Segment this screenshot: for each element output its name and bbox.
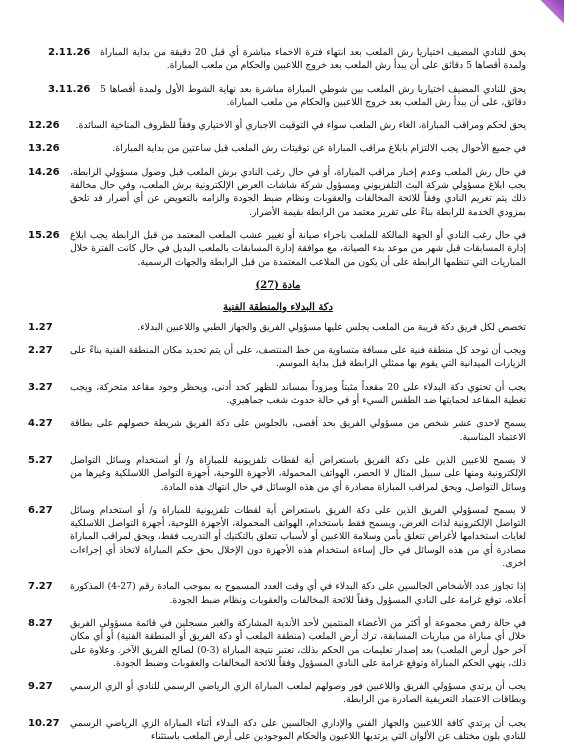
clause-item [30,580,526,607]
clause-item [30,617,526,670]
clause-item [30,417,526,444]
clause-text: في حالة رفض مجموعة أو أكثر من الأعضاء المنتمين لأحد الأندية المشاركة والغير مسجلين في قائمة مسؤولي الفريق خلال أي مباراة من مباريات المسابقة، ترك أرض الملعب (منطقة الملعب أو دكة الفريق أو المنطقة الفنية) أو أي مكان آخر حول أرض الملعب) بعد إصدار تعليمات من الحكم بذلك، تعتبر نتيجة المباراة (3-0) لصالح الفريق الآخر. وعلاوة على ذلك، ينهي الحكم المباراة وتوقع غرامة على النادي المسؤول وفقاً للائحة المخالفات والعقوبات وضبط الجودة. [70,617,527,669]
clause-item [30,46,526,73]
clause-text: في حال رغب النادي أو الجهة المالكة للملعب باجراء صيانة أو تغيير عشب الملعب المعتمد من قبل الرابطة يجب ابلاغ إدارة المسابقات قبل شهر من موعد بدء الصيانة، مع موافقة إدارة المسابقات بالملعب البديل في حال كانت الفترة خلال المباريات التي تنظمها الرابطة على أن يكون من الملاعب المعتمدة من قبل الرابطة والجهات الرسمية. [70,229,526,268]
clause-text: لا يسمح لمسؤولي الفريق الذين على دكة الفريق باستعراض أية لقطات تلفزيونية للمباراة و/ أو استخدام وسائل التواصل الإلكترونية لذات الغرض، ويسمح فقط باستخدام، الهواتف المحمولة، الأجهزة اللوحية، أجهزة التواصل اللاسلكية لغايات استخدامها لأغراض تتعلق بأمن وسلامة اللاعبين أو لأسباب تتعلق بالتكتيك أو التدريب فقط، ويحق لمراقب المباراة مصادرة أي من هذه الوسائل في حال إساءة استخدام هذه الأجهزة دون الإخلال بحق حكم المباراة لاتخاذ أي إجراءات اخرى. [70,504,526,570]
clause-item [30,119,526,132]
clause-number: 5.27 [28,454,53,466]
clause-text: في حال رش الملعب وعدم إخبار مراقب المباراة، أو في حال رغب النادي برش الملعب قبل وصول مسؤولي الرابطة، يجب ابلاغ مسؤولي شركة البث التلفزيوني ومسؤول شركة شاشات العرض الإلكترونية برش الملعب، وفي حال مخالفة ذلك يتم تغريم النادي وفقاً للائحة المخالفات والعقوبات ونظام ضبط الجودة والزامه بالتعويض عن أي أضرار قد تلحق بمزودي الخدمة للرابطة بناءً على تقرير معتمد من الرابطة بقيمة الأضرار. [70,166,526,218]
clause-number: 9.27 [28,681,53,693]
clause-number: 6.27 [28,504,53,516]
article-title: مادة (27) [255,279,301,291]
clause-number: 13.26 [28,143,60,155]
clause-text: يجب أن يرتدي مسؤولي الفريق واللاعبين فور وصولهم لملعب المباراة الزي الرياضي الرسمي للنادي أو الزي الرسمي وبطاقات الاعتماد التعريفية الصادرة من الرابطة. [70,681,526,706]
clause-number: 14.26 [28,166,60,178]
clause-text: تخصص لكل فريق دكة قريبة من الملعب يجلس عليها مسؤولي الفريق والجهاز الطبي واللاعبين البدلاء. [137,321,526,333]
clause-item [30,166,526,219]
clause-text: ويجب أن توجد كل منطقة فنية على مسافة متساوية من خط المنتصف، على أن يتم تحديد مكان المنطقة الفنية بناءً على الزيارات الميدانية التي يقوم بها ممثلي الرابطة قبل بداية الموسم. [70,345,526,370]
clause-text: يسمح لاحدى عشر شخص من مسؤولي الفريق بحد أقصى، بالجلوس على دكة الفريق شريطة حصولهم على بطاقة الاعتماد المناسبة. [70,418,526,443]
clause-number: 12.26 [28,120,60,132]
clause-item [30,504,526,570]
clause-number: 3.27 [28,381,53,393]
clause-item [30,717,526,743]
clause-number: 2.11.26 [48,47,91,58]
clause-text: يحق لحكم ومراقب المباراة، الغاء رش الملعب سواء في التوقيت الاجباري أو الاختياري وفقاً للظروف المناخية السائدة. [75,120,526,132]
clause-number: 15.26 [28,229,60,241]
clause-item [30,83,526,110]
clause-number: 3.11.26 [48,83,91,95]
clause-text: يجب أن تحتوي دكة البدلاء على 20 مقعداً مثبتاً ومزوداً بمساند للظهر كحد أدنى، ويحظر وجود مقاعد متحركة، ويجب تغطية المقاعد لحمايتها ضد الطقس السيء أو في حالة حدوث شغب جماهيري. [70,381,526,407]
clause-text: يجب أن يرتدي كافة اللاعبين والجهاز الفني والإداري الجالسين على دكة البدلاء أثناء المباراة الزي الرياضي الرسمي للنادي بلون مختلف عن الألوان التي يرتديها اللاعبون والحكام الموجودين على أرض الملعب باستثناء [70,717,526,742]
document-content [28,46,527,742]
clause-text: في جميع الأحوال يجب الالتزام بابلاغ مراقب المباراة عن توقيتات رش الملعب قبل ساعتين من بداية المباراة. [112,143,526,155]
clause-number: 7.27 [28,581,53,593]
clause-item [30,142,526,155]
clause-item [30,454,526,494]
clause-text: لا يسمح للاعبين الذين على دكة الفريق باستعراض أية لقطات تلفزيونية للمباراة و/ أو استخدام وسائل التواصل الإلكترونية ومنها على سبيل المثال لا الحصر، الهواتف المحمولة، الأجهزة اللوحية، أجهزة التواصل اللاسلكية وغيرها من وسائل التواصل، ويحق لمراقب المباراة مصادرة أي من هذه الوسائل في حال انتهاك هذه المادة. [70,454,526,493]
corner-decoration [538,0,564,26]
clause-item [30,321,526,334]
clause-item [30,229,526,269]
clause-item [30,344,526,371]
clause-text: إذا تجاوز عدد الأشخاص الجالسين على دكة البدلاء في أي وقت العدد المسموح به بموجب المادة رقم (27-4) المذكورة أعلاه، توقع غرامة على النادي المسؤول وفقاً للائحة المخالفات والعقوبات ونظام ضبط الجودة. [70,581,526,606]
clause-number: 4.27 [28,418,53,430]
clause-number: 10.27 [28,717,60,729]
clause-item [30,680,526,707]
clause-item [30,381,526,408]
clause-number: 8.27 [28,617,53,629]
clause-text: يحق للنادي المضيف اختياريا رش الملعب بين شوطي المباراة مباشرة بعد نهاية الشوط الأول ولمدة أقصاها 5 دقائق، على أن يبدأ رش الملعب بعد خروج اللاعبين والحكام من ملعب المباراة. [100,83,526,108]
clause-number: 2.27 [28,345,53,357]
clause-number: 1.27 [28,321,53,333]
clause-text: يحق للنادي المضيف اختياريا رش الملعب بعد انتهاء فترة الاحماء مباشرة أي قبل 20 دقيقة من بداية المباراة ولمدة أقصاها 5 دقائق على أن يبدأ رش الملعب بعد خروج اللاعبين والحكام من ملعب المباراة. [100,47,526,72]
article-subtitle: دكة البدلاء والمنطقة الفنية [223,301,333,313]
